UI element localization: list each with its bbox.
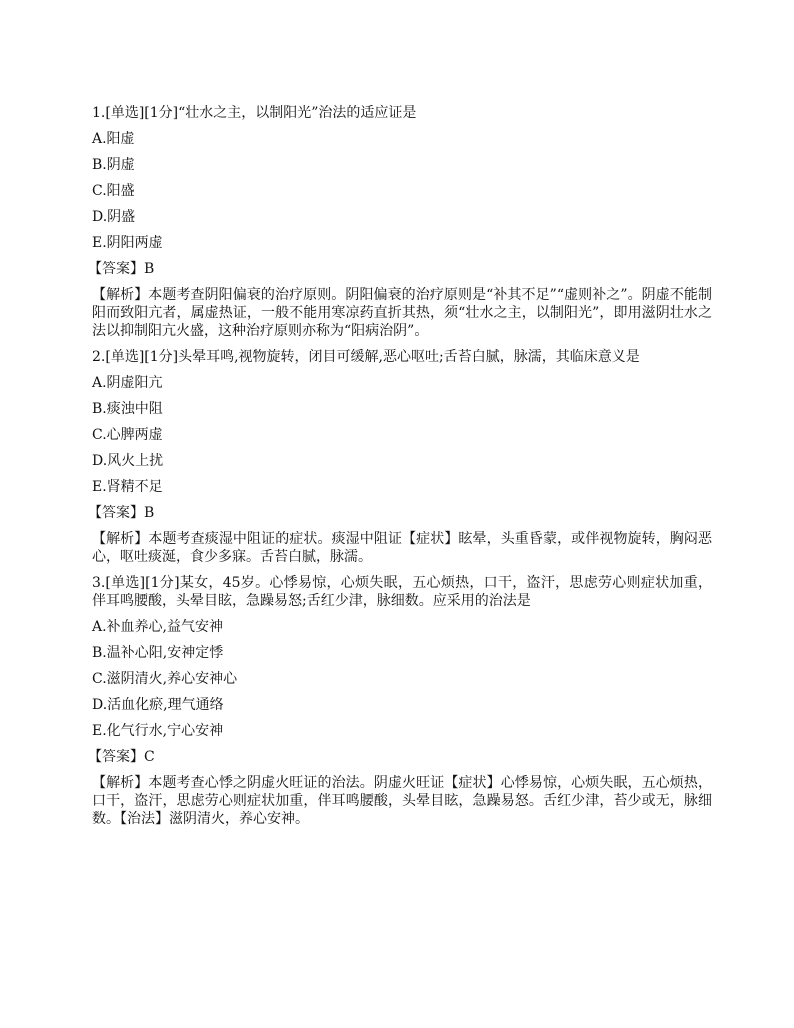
option-c: C.滋阴清火,养心安神心 [92, 671, 238, 687]
answer-label: 【答案】B [88, 261, 155, 277]
option-d: D.活血化瘀,理气通络 [92, 697, 224, 713]
option-a: A.补血养心,益气安神 [92, 619, 224, 635]
explanation-text: 【解析】本题考查阴阳偏衰的治疗原则。阴阳偏衰的治疗原则是“补其不足”“虚则补之”。阴虚不能制阳而致阳亢者，属虚热证，一般不能用寒凉药直折其热，须“壮水之主，以制阳光”，即用滋阴壮水之法以抑制阳亢火盛，这种治疗原则亦称为“阳病治阴”。 [92, 287, 712, 339]
question-stem: 2.[单选][1分]头晕耳鸣,视物旋转，闭目可缓解,恶心呕吐;舌苔白腻，脉濡，其临床意义是 [92, 349, 640, 365]
option-d: D.风火上扰 [92, 453, 164, 469]
option-c: C.心脾两虚 [92, 427, 163, 443]
answer-label: 【答案】C [88, 749, 155, 765]
document-page [88, 104, 712, 836]
option-e: E.肾精不足 [92, 479, 163, 495]
explanation-text: 【解析】本题考查痰湿中阻证的症状。痰湿中阻证【症状】眩晕，头重昏蒙，或伴视物旋转，胸闷恶心，呕吐痰涎，食少多寐。舌苔白腻，脉濡。 [92, 531, 712, 565]
option-a: A.阳虚 [92, 131, 135, 147]
option-e: E.阴阳两虚 [92, 235, 163, 251]
question-1 [88, 104, 712, 340]
question-stem: 3.[单选][1分]某女，45岁。心悸易惊，心烦失眠，五心烦热，口干，盗汗，思虑劳心则症状加重，伴耳鸣腰酸，头晕目眩，急躁易怒;舌红少津，脉细数。应采用的治法是 [92, 575, 712, 609]
option-d: D.阴盛 [92, 209, 136, 225]
option-c: C.阳盛 [92, 183, 135, 199]
option-b: B.痰浊中阻 [92, 401, 163, 417]
question-stem: 1.[单选][1分]“壮水之主，以制阳光”治法的适应证是 [92, 105, 417, 121]
question-2 [88, 348, 712, 566]
option-a: A.阴虚阳亢 [92, 375, 163, 391]
question-3 [88, 574, 712, 828]
option-b: B.温补心阳,安神定悸 [92, 645, 224, 661]
option-b: B.阴虚 [92, 157, 135, 173]
answer-label: 【答案】B [88, 505, 155, 521]
explanation-text: 【解析】本题考查心悸之阴虚火旺证的治法。阴虚火旺证【症状】心悸易惊，心烦失眠，五心烦热，口干，盗汗，思虑劳心则症状加重，伴耳鸣腰酸，头晕目眩，急躁易怒。舌红少津，苔少或无，脉细数。【治法】滋阴清火，养心安神。 [92, 775, 712, 827]
option-e: E.化气行水,宁心安神 [92, 723, 224, 739]
